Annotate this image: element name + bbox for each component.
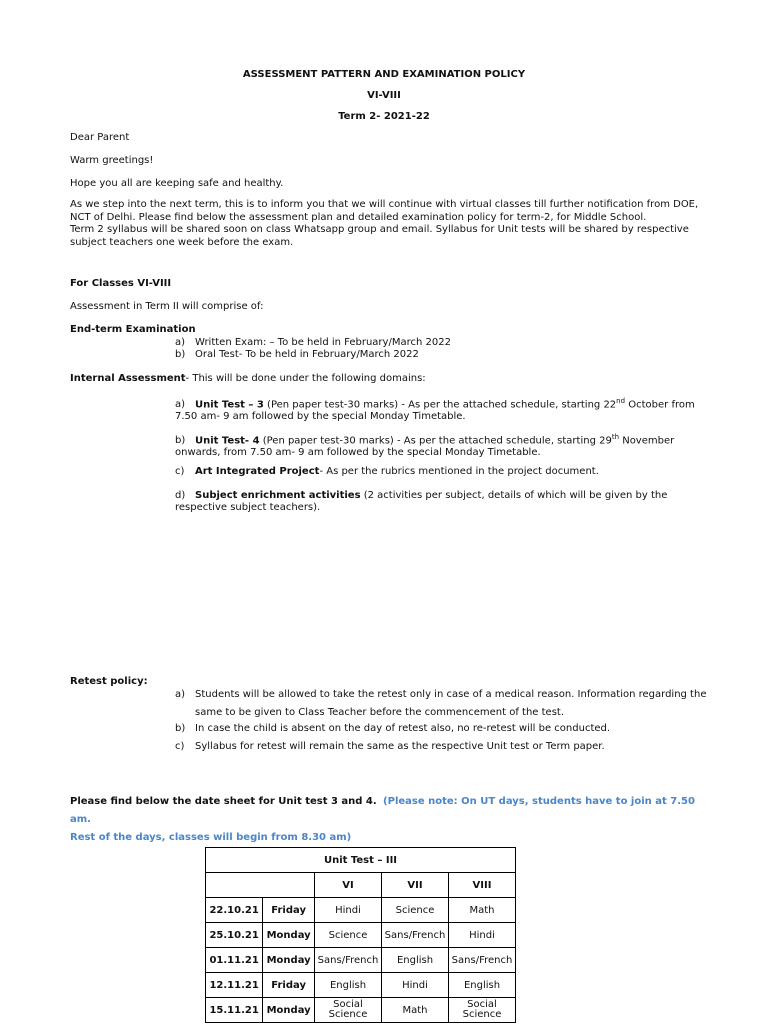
classes-subtitle: VI-VIII bbox=[367, 90, 401, 101]
item-line-2: respective subject teachers). bbox=[175, 502, 321, 513]
item-text: Students will be allowed to take the retest only in case of a medical reason. Information regarding the bbox=[195, 689, 707, 700]
end-term-heading: End-term Examination bbox=[70, 324, 196, 335]
item-text: Oral Test- To be held in February/March 2022 bbox=[195, 349, 419, 360]
row-day: Friday bbox=[263, 898, 315, 923]
table-row bbox=[206, 973, 516, 998]
internal-assessment-line bbox=[70, 373, 710, 386]
intro-paragraph bbox=[70, 199, 710, 249]
item-text: (Pen paper test-30 marks) - As per the attached schedule, starting 29 bbox=[259, 435, 612, 447]
end-term-item-b bbox=[175, 349, 715, 361]
row-vii: Math bbox=[382, 998, 449, 1023]
ordinal-suffix: th bbox=[611, 433, 620, 441]
item-label: d) bbox=[175, 490, 186, 501]
row-vi: Social Science bbox=[315, 998, 382, 1023]
row-day: Monday bbox=[263, 923, 315, 948]
item-label: a) bbox=[175, 689, 186, 700]
item-text: (Pen paper test-30 marks) - As per the attached schedule, starting 22 bbox=[263, 399, 617, 411]
row-vi: Sans/French bbox=[315, 948, 382, 973]
row-vi: English bbox=[315, 973, 382, 998]
item-text-end: November bbox=[619, 435, 675, 447]
document-title: ASSESSMENT PATTERN AND EXAMINATION POLICY bbox=[242, 69, 526, 80]
row-vii: Sans/French bbox=[382, 923, 449, 948]
internal-item-a bbox=[175, 395, 715, 423]
item-line-2: same to be given to Class Teacher before the commencement of the test. bbox=[195, 707, 565, 718]
internal-item-b bbox=[175, 431, 715, 459]
row-viii: Sans/French bbox=[449, 948, 516, 973]
internal-item-c bbox=[175, 466, 715, 478]
row-day: Monday bbox=[263, 948, 315, 973]
item-label: b) bbox=[175, 723, 186, 734]
row-date: 15.11.21 bbox=[206, 998, 263, 1023]
intro-line-1: As we step into the next term, this is to inform you that we will continue with virtual classes till further notification from DOE, bbox=[70, 199, 699, 210]
table-title: Unit Test – III bbox=[206, 848, 516, 873]
retest-item-b bbox=[175, 722, 715, 736]
row-vi: Science bbox=[315, 923, 382, 948]
retest-item-a bbox=[175, 686, 715, 722]
item-label: c) bbox=[175, 466, 185, 477]
internal-item-d bbox=[175, 490, 715, 514]
row-date: 25.10.21 bbox=[206, 923, 263, 948]
item-label: c) bbox=[175, 741, 185, 752]
datesheet-intro-text: Please find below the date sheet for Unit test 3 and 4. bbox=[70, 796, 377, 807]
row-viii: Math bbox=[449, 898, 516, 923]
internal-heading-rest: - This will be done under the following domains: bbox=[185, 373, 426, 384]
datesheet-intro bbox=[70, 793, 710, 847]
section-intro: Assessment in Term II will comprise of: bbox=[70, 301, 264, 312]
retest-item-c bbox=[175, 740, 715, 754]
item-bold: Unit Test- 4 bbox=[195, 435, 260, 447]
end-term-item-a bbox=[175, 337, 715, 349]
item-label: a) bbox=[175, 399, 186, 411]
row-vii: English bbox=[382, 948, 449, 973]
item-line-2: onwards, from 7.50 am- 9 am followed by the special Monday Timetable. bbox=[175, 447, 541, 459]
item-text: - As per the rubrics mentioned in the project document. bbox=[319, 466, 599, 477]
item-label: b) bbox=[175, 349, 186, 360]
row-date: 12.11.21 bbox=[206, 973, 263, 998]
row-date: 01.11.21 bbox=[206, 948, 263, 973]
table-row bbox=[206, 998, 516, 1023]
intro-line-2: NCT of Delhi. Please find below the assessment plan and detailed examination policy for term-2, for Middle School. bbox=[70, 211, 647, 223]
header-vi: VI bbox=[315, 873, 382, 898]
retest-heading: Retest policy: bbox=[70, 676, 148, 687]
row-vi: Hindi bbox=[315, 898, 382, 923]
header-viii: VIII bbox=[449, 873, 516, 898]
header-empty bbox=[206, 873, 315, 898]
item-label: b) bbox=[175, 435, 186, 447]
header-vii: VII bbox=[382, 873, 449, 898]
row-day: Friday bbox=[263, 973, 315, 998]
row-viii: English bbox=[449, 973, 516, 998]
item-bold: Subject enrichment activities bbox=[195, 490, 361, 501]
item-label: a) bbox=[175, 337, 186, 348]
section-heading: For Classes VI-VIII bbox=[70, 278, 172, 289]
intro-line-3: Term 2 syllabus will be shared soon on class Whatsapp group and email. Syllabus for Unit tests will be shared by respective bbox=[70, 224, 689, 235]
item-text: Syllabus for retest will remain the same as the respective Unit test or Term paper. bbox=[195, 741, 605, 752]
row-date: 22.10.21 bbox=[206, 898, 263, 923]
table-row bbox=[206, 948, 516, 973]
salutation: Dear Parent bbox=[70, 132, 130, 143]
internal-heading: Internal Assessment bbox=[70, 373, 186, 384]
item-bold: Art Integrated Project bbox=[195, 466, 320, 477]
ordinal-suffix: nd bbox=[616, 397, 626, 405]
row-viii: Social Science bbox=[449, 998, 516, 1023]
row-vii: Science bbox=[382, 898, 449, 923]
greeting: Warm greetings! bbox=[70, 155, 154, 166]
datesheet-note-1: (Please note: On UT days, students have to join at 7.50 am. bbox=[70, 796, 695, 825]
row-viii: Hindi bbox=[449, 923, 516, 948]
unit-test-table bbox=[205, 847, 516, 1023]
row-vii: Hindi bbox=[382, 973, 449, 998]
table-row bbox=[206, 898, 516, 923]
item-line-2: 7.50 am- 9 am followed by the special Monday Timetable. bbox=[175, 411, 466, 423]
table-header-row bbox=[206, 873, 516, 898]
table-row bbox=[206, 923, 516, 948]
item-text-end: October from bbox=[625, 399, 695, 411]
table-title-row bbox=[206, 848, 516, 873]
datesheet-note-2: Rest of the days, classes will begin from 8.30 am) bbox=[70, 832, 352, 843]
intro-line-4: subject teachers one week before the exam. bbox=[70, 236, 294, 248]
item-bold: Unit Test – 3 bbox=[195, 399, 264, 411]
item-text: In case the child is absent on the day of retest also, no re-retest will be conducted. bbox=[195, 723, 611, 734]
row-day: Monday bbox=[263, 998, 315, 1023]
term-subtitle: Term 2- 2021-22 bbox=[338, 111, 430, 122]
item-text: (2 activities per subject, details of which will be given by the bbox=[360, 490, 668, 501]
hope-line: Hope you all are keeping safe and healthy. bbox=[70, 178, 284, 189]
item-text: Written Exam: – To be held in February/March 2022 bbox=[195, 337, 451, 348]
